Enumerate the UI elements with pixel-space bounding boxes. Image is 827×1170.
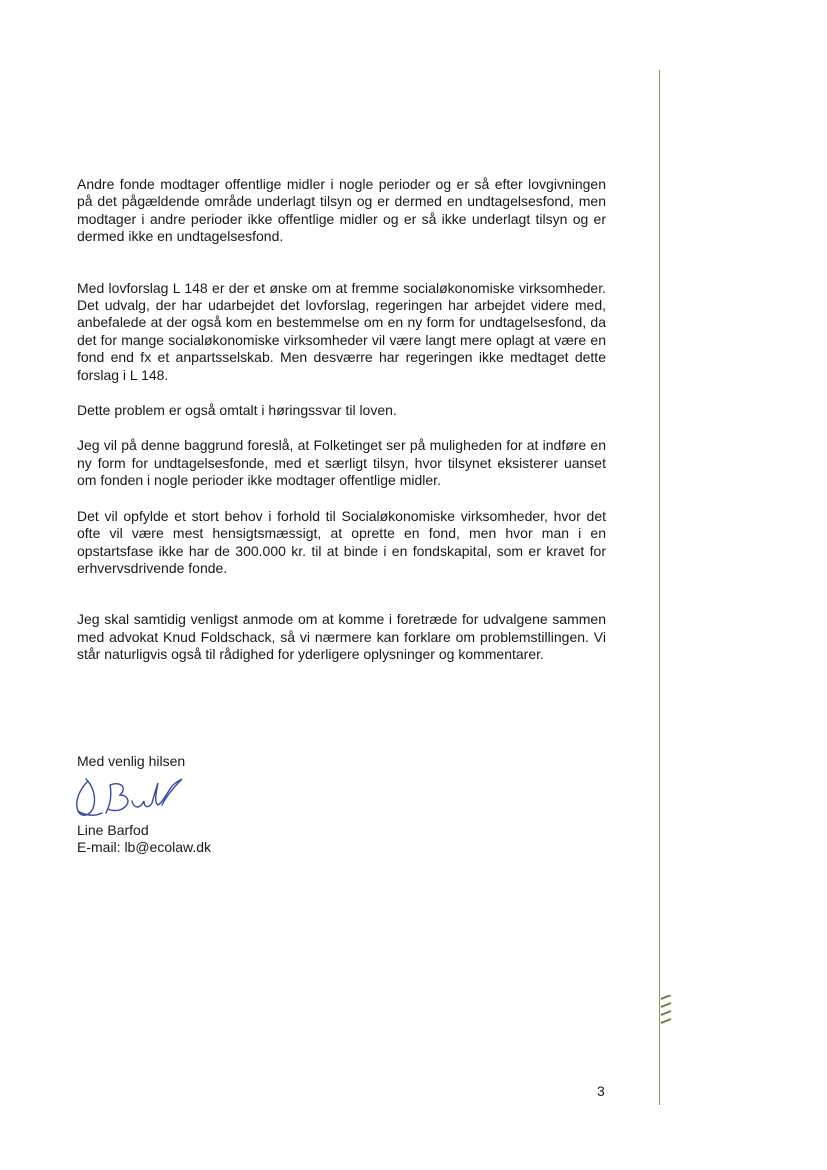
margin-tick-marks	[655, 995, 675, 1035]
page-number: 3	[597, 1083, 605, 1099]
paragraph-5: Det vil opfylde et stort behov i forhold til Socialøkonomiske virksomheder, hvor det ofte vil være mest hensigtsmæssigt, at oprette en fond, men hvor man i en opstartsfase ikke har de 300.000 kr. til at binde i en fondskapital, som er kravet for erhvervsdrivende fonde.	[77, 507, 606, 576]
paragraph-1: Andre fonde modtager offentlige midler i nogle perioder og er så efter lovgivningen på det pågældende område underlagt tilsyn og er dermed en undtagelsesfond, men modtager i andre perioder ikke offentlige midler og er så ikke underlagt tilsyn og er dermed ikke en undtagelsesfond.	[77, 176, 606, 245]
paragraph-2: Med lovforslag L 148 er der et ønske om at fremme socialøkonomiske virksomheder. Det udvalg, der har udarbejdet det lovforslag, regeringen har arbejdet videre med, anbefalede at der også kom en bestemmelse om en ny form for undtagelsesfond, da det for mange socialøkonomiske virksomheder vil være langt mere oplagt at være en fond end fx et anpartsselskab. Men desværre har regeringen ikke medtaget dette forslag i L 148.	[77, 279, 606, 383]
closing-greeting: Med venlig hilsen	[77, 753, 186, 769]
signer-name: Line Barfod	[77, 822, 149, 838]
handwritten-signature	[70, 771, 210, 827]
signer-email: E-mail: lb@ecolaw.dk	[77, 839, 212, 856]
margin-rule	[659, 70, 660, 1105]
paragraph-3: Dette problem er også omtalt i høringssvar til loven.	[77, 402, 397, 419]
paragraph-6: Jeg skal samtidig venligst anmode om at komme i foretræde for udvalgene sammen med advokat Knud Foldschack, så vi nærmere kan forklare om problemstillingen. Vi står naturligvis også til rådighed for yderligere oplysninger og kommentarer.	[77, 611, 606, 663]
paragraph-4: Jeg vil på denne baggrund foreslå, at Folketinget ser på muligheden for at indføre en ny form for undtagelsesfonde, med et særligt tilsyn, hvor tilsynet eksisterer uanset om fonden i nogle perioder ikke modtager offentlige midler.	[77, 437, 606, 489]
letter-body	[77, 176, 606, 664]
signer-block	[77, 822, 211, 857]
